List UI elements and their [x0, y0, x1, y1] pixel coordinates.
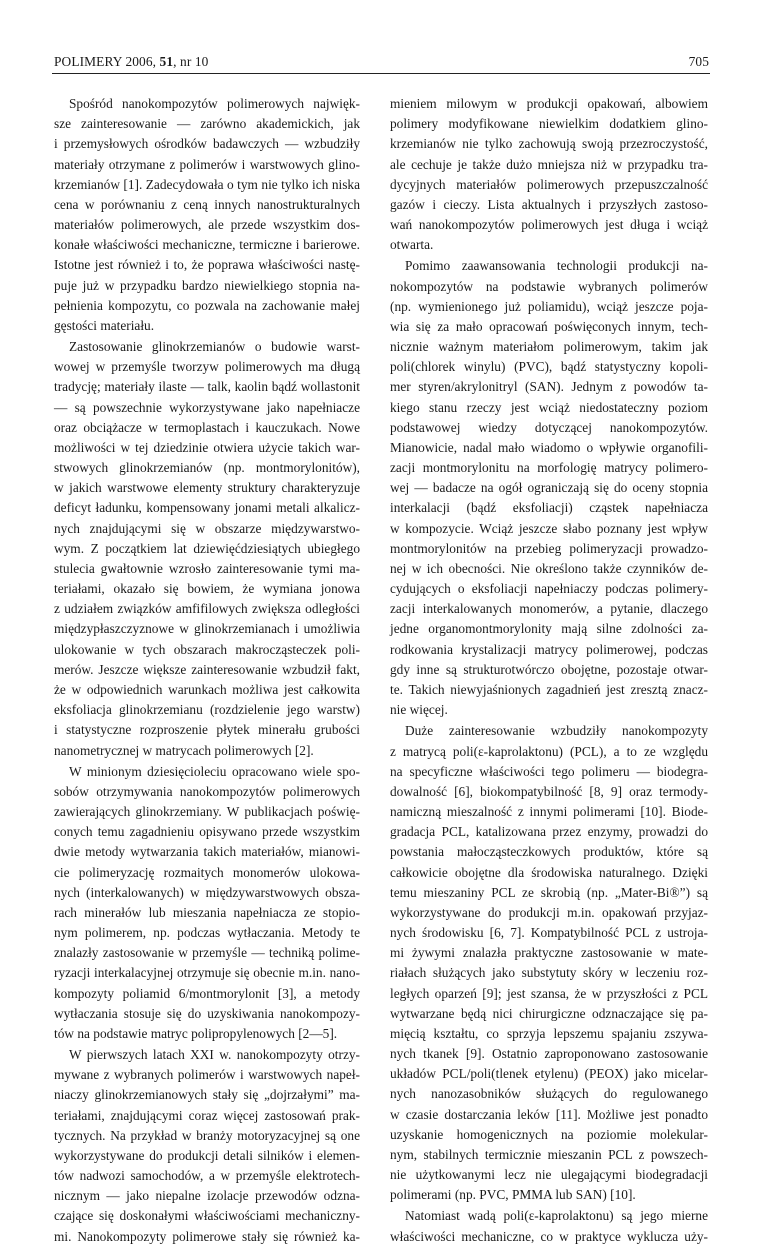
text-line: W minionym dziesięcioleciu opracowano wiele spo-	[69, 763, 360, 779]
text-line: niaczy glinokrzemianowych stały się „dojrzałymi” ma-	[54, 1087, 360, 1103]
text-line: nym polimerem, np. podczas wytłaczania. Metody te	[54, 925, 360, 941]
text-line: wań nanokompozytów polimerowych jest długa i wciąż	[390, 217, 708, 233]
text-line: Zastosowanie glinokrzemianów o budowie warst-	[69, 339, 360, 355]
text-line: Duże zainteresowanie wzbudziły nanokompozyty	[405, 723, 708, 739]
text-line: gradacja PCL, katalizowana przez enzymy, prowadzi do	[390, 824, 708, 840]
text-line: kompozyty poliamid 6/montmorylonit [3], a metody	[54, 985, 360, 1001]
text-line: wej — badacze na ogół ograniczają się do oceny stopnia	[390, 480, 708, 496]
text-line: dwie metody wytwarzania takich materiałów, mianowi-	[54, 844, 360, 860]
text-line: dycyjnych materiałów polimerowych przepuszczalność	[390, 176, 708, 192]
text-line: krzemianów [1]. Zadecydowała o tym nie tylko ich niska	[54, 176, 360, 192]
text-line: puje już w przypadku bardzo niewielkiego stopnia na-	[54, 277, 360, 293]
text-line: z matrycą poli(ε-kaprolaktonu) (PCL), a to ze względu	[390, 743, 708, 759]
journal-citation	[54, 54, 208, 70]
text-line: wym. Z początkiem lat dziewięćdziesiątych ubiegłego	[54, 540, 360, 556]
text-line: riałach służących jako substytuty skóry w leczeniu roz-	[390, 965, 708, 981]
text-line: i przemysłowych ośrodków badawczych — wzbudziły	[54, 136, 360, 152]
text-line: poli(chlorek winylu) (PVC), bądź statystyczny kopoli-	[390, 359, 708, 375]
text-line: (np. wymienionego już poliamidu), wciąż jeszcze poja-	[390, 298, 708, 314]
header-rule	[52, 73, 710, 74]
left-column	[54, 94, 360, 1244]
text-line: ryzacji interkalacyjnej otrzymuje się obecnie m.in. nano-	[54, 965, 360, 981]
text-line: polimery modyfikowane niewielkim dodatkiem glino-	[390, 116, 708, 132]
text-line: otwarta.	[390, 237, 434, 253]
text-line: Spośród nanokompozytów polimerowych najwięk-	[69, 96, 360, 111]
text-line: mięcią kształtu, co sprzyja lepszemu spajaniu zszywa-	[390, 1025, 708, 1041]
text-line: deficyt ładunku, kompensowany jonami metali alkalicz-	[54, 500, 360, 516]
text-line: tów na podstawie matryc polipropylenowych [2—5].	[54, 1025, 338, 1041]
text-line: mer styren/akrylonitryl (SAN). Jednym z powodów ta-	[390, 379, 708, 395]
text-line: mi żywymi znalazła praktyczne zastosowanie w mate-	[390, 945, 708, 961]
text-line: zacji montmorylonitu na morfologię matrycy polimero-	[390, 460, 708, 476]
text-line: — są powszechnie wykorzystywane jako napełniacze	[54, 399, 360, 415]
text-line: krzemianów nie tylko zachowują swoją przezroczystość,	[390, 136, 708, 152]
text-line: gdy inne są strukturotwórczo obojętne, pozostaje otwar-	[390, 661, 708, 677]
text-line: podstawowej wiedzy dotyczącej nanokompozytów.	[390, 419, 708, 435]
text-line: nych nanozasobników służących do regulowanego	[390, 1086, 708, 1102]
text-line: rodkowania krystalizacji matrycy polimerowej, podczas	[390, 641, 708, 657]
text-line: oraz obciążacze w termoplastach i kauczukach. Nowe	[54, 419, 360, 435]
journal-name: POLIMERY 2006,	[54, 54, 160, 69]
text-line: mi. Nanokompozyty polimerowe stały się również ka-	[54, 1228, 360, 1244]
text-line: uzyskanie homogenicznych na poziomie molekular-	[390, 1126, 708, 1142]
text-line: właściwości mechaniczne, co w praktyce wyklucza uży-	[390, 1228, 708, 1244]
text-line: eksfoliacja glinokrzemianu (rozdzielenie jego warstw)	[54, 702, 360, 718]
text-line: dowalność [6], biokompatybilność [8, 9] oraz termody-	[390, 783, 708, 799]
text-line: i statystyczne rozproszenie płytek minerału grubości	[54, 722, 360, 738]
text-line: polimerami (np. PVC, PMMA lub SAN) [10].	[390, 1187, 636, 1203]
text-line: nych (interkalowanych) w międzywarstwowych obsza-	[54, 884, 360, 900]
text-line: wykorzystywane do produkcji m.in. opakowań przyjaz-	[390, 904, 708, 920]
text-line: wowej w przemyśle tworzyw polimerowych ma długą	[54, 359, 360, 375]
text-line: nej w ich obecności. Nie określono także czynników de-	[390, 560, 708, 576]
text-line: możliwości w tej dziedzinie otwiera użycie takich war-	[54, 439, 360, 455]
text-line: pełnienia kompozytu, co pozwala na zachowanie małej	[54, 297, 360, 313]
text-line: czające się doskonałymi właściwościami mechaniczny-	[54, 1208, 360, 1224]
text-line: gazów i cieczy. Lista aktualnych i przyszłych zastoso-	[390, 196, 708, 212]
text-line: Pomimo zaawansowania technologii produkcji na-	[405, 258, 708, 274]
text-line: mywane z wybranych polimerów i warstwowych napeł-	[54, 1067, 360, 1083]
text-line: cie polimeryzację rozmaitych monomerów ulokowa-	[54, 864, 360, 880]
text-line: namiczną mieszalność z innymi polimerami [10]. Biode-	[390, 804, 708, 820]
text-line: Mianowicie, nadal mało wiadomo o wpływie organofili-	[390, 439, 708, 455]
text-line: stwowych glinokrzemianów (np. montmorylonitów),	[54, 460, 360, 476]
text-line: tów nadwozi samochodów, a w przemyśle elektrotech-	[54, 1168, 360, 1184]
text-line: te. Takich niewyjaśnionych zagadnień jest zresztą znacz-	[390, 681, 708, 697]
text-line: kiego stanu rzeczy jest wciąż niedostateczny poziom	[390, 399, 708, 415]
text-line: teriałami, okazało się bowiem, że wymiana jonowa	[54, 581, 360, 597]
text-line: nokompozytów na podstawie wybranych polimerów	[390, 278, 708, 294]
text-line: teriałami, znajdującymi coraz więcej zastosowań prak-	[54, 1107, 360, 1123]
text-line: układów PCL/poli(tlenek etylenu) (PEOX) jako micelar-	[390, 1066, 708, 1082]
text-line: cena w porównaniu z ceną innych nanostrukturalnych	[54, 196, 360, 212]
text-line: nie użytkowanymi lecz nie ulegającymi biodegradacji	[390, 1167, 708, 1183]
text-line: sobów otrzymywania nanokompozytów polimerowych	[54, 783, 360, 799]
text-line: nicznym — jako niepalne izolacje przewodów odzna-	[54, 1188, 360, 1204]
text-line: tradycję; materiały ilaste — talk, kaolin bądź wollastonit	[54, 379, 360, 395]
journal-issue: , nr 10	[173, 54, 209, 69]
text-line: stulecia gwałtownie wzrosło zainteresowanie tymi ma-	[54, 560, 360, 576]
text-line: materiałów polimerowych, ale przede wszystkim dos-	[54, 217, 360, 233]
text-line: ległych oparzeń [9]; jest szansa, że w przyszłości z PCL	[390, 985, 708, 1001]
text-line: międzypłaszczyznowe w glinokrzemianach i umożliwia	[54, 621, 360, 637]
text-line: cydujących o eksfoliacji napełniaczy podczas polimery-	[390, 581, 708, 597]
text-line: nych znajdującymi się w obszarze międzywarstwo-	[54, 520, 360, 536]
text-line: konałe właściwości mechaniczne, termiczne i barierowe.	[54, 237, 360, 253]
text-line: zawierających glinokrzemiany. W publikacjach poświę-	[54, 804, 360, 820]
text-line: materiały otrzymane z polimerów i warstwowych glino-	[54, 156, 360, 172]
text-line: merów. Jeszcze większe zainteresowanie wzbudził fakt,	[54, 661, 360, 677]
text-line: mieniem milowym w produkcji opakowań, albowiem	[390, 96, 708, 111]
text-line: nanometrycznej w matrycach polimerowych [2].	[54, 742, 314, 758]
text-line: powstania małocząsteczkowych produktów, które są	[390, 844, 708, 860]
text-line: montmorylonitów na przebieg polimeryzacji prowadzo-	[390, 540, 708, 556]
text-line: całkowicie obojętne dla środowiska naturalnego. Dzięki	[390, 864, 708, 880]
text-line: wytwarzane będą nici chirurgiczne odznaczające się pa-	[390, 1005, 708, 1021]
text-line: nych środowisku [6, 7]. Kompatybilność PCL z ustroja-	[390, 925, 708, 941]
text-line: conych temu zagadnieniu opisywano przede wszystkim	[54, 824, 360, 840]
text-line: sze zainteresowanie — zarówno akademickich, jak	[54, 116, 360, 132]
text-line: Istotne jest również i to, że poprawa właściwości nastę-	[54, 257, 360, 273]
text-line: tycznych. Na przykład w branży motoryzacyjnej są one	[54, 1127, 360, 1143]
text-line: zacji interkalowanych monomerów, a pytanie, dlaczego	[390, 601, 708, 617]
running-header	[54, 54, 709, 74]
text-line: z udziałem związków amfifilowych zwiększa odległości	[54, 601, 360, 617]
text-line: interkalacji (bądź eksfoliacji) cząstek napełniacza	[390, 500, 708, 516]
text-line: wytłaczania stosuje się do uzyskiwania nanokompozy-	[54, 1005, 360, 1021]
text-line: wia się za mało opracowań poświęconych innym, tech-	[390, 318, 708, 334]
text-line: w kompozycie. Wciąż jeszcze słabo poznany jest wpływ	[390, 520, 708, 536]
page-number: 705	[688, 54, 709, 69]
journal-volume: 51	[159, 54, 174, 69]
text-line: temu mieszaniny PCL ze skrobią (np. „Mater-Bi®”) są	[390, 884, 708, 900]
text-line: nym, stabilnych termicznie mieszanin PCL z powszech-	[390, 1146, 708, 1162]
text-line: nych tkanek [9]. Ostatnio zaproponowano zastosowanie	[390, 1046, 708, 1062]
right-column	[390, 94, 708, 1244]
text-line: w czasie dostarczania leków [11]. Możliwe jest ponadto	[390, 1106, 708, 1122]
text-line: jedne organomontmorylonity mają silne zdolności za-	[390, 621, 708, 637]
text-line: W pierwszych latach XXI w. nanokompozyty otrzy-	[69, 1047, 360, 1063]
text-line: nie więcej.	[390, 702, 448, 718]
text-line: znalazły zastosowanie w przemyśle — techniką polime-	[54, 945, 360, 961]
text-line: nicznie ważnym materiałom polimerowym, takim jak	[390, 339, 708, 355]
text-line: w jakich warstwowe elementy struktury charakteryzuje	[54, 480, 360, 496]
text-line: Natomiast wadą poli(ε-kaprolaktonu) są jego mierne	[405, 1208, 708, 1224]
text-line: ale cechuje je także dużo mniejsza niż w przypadku tra-	[390, 156, 708, 172]
text-line: na specyficzne właściwości tego polimeru — biodegra-	[390, 763, 708, 779]
text-line: gęstości materiału.	[54, 317, 155, 333]
text-line: ulokowanie w tych obszarach makrocząsteczek poli-	[54, 641, 360, 657]
text-line: że w odpowiednich warunkach możliwa jest całkowita	[54, 681, 360, 697]
text-line: rach minerałów lub mieszania napełniacza ze stopio-	[54, 904, 360, 920]
text-line: wykorzystywane do produkcji detali silników i elemen-	[54, 1147, 360, 1163]
